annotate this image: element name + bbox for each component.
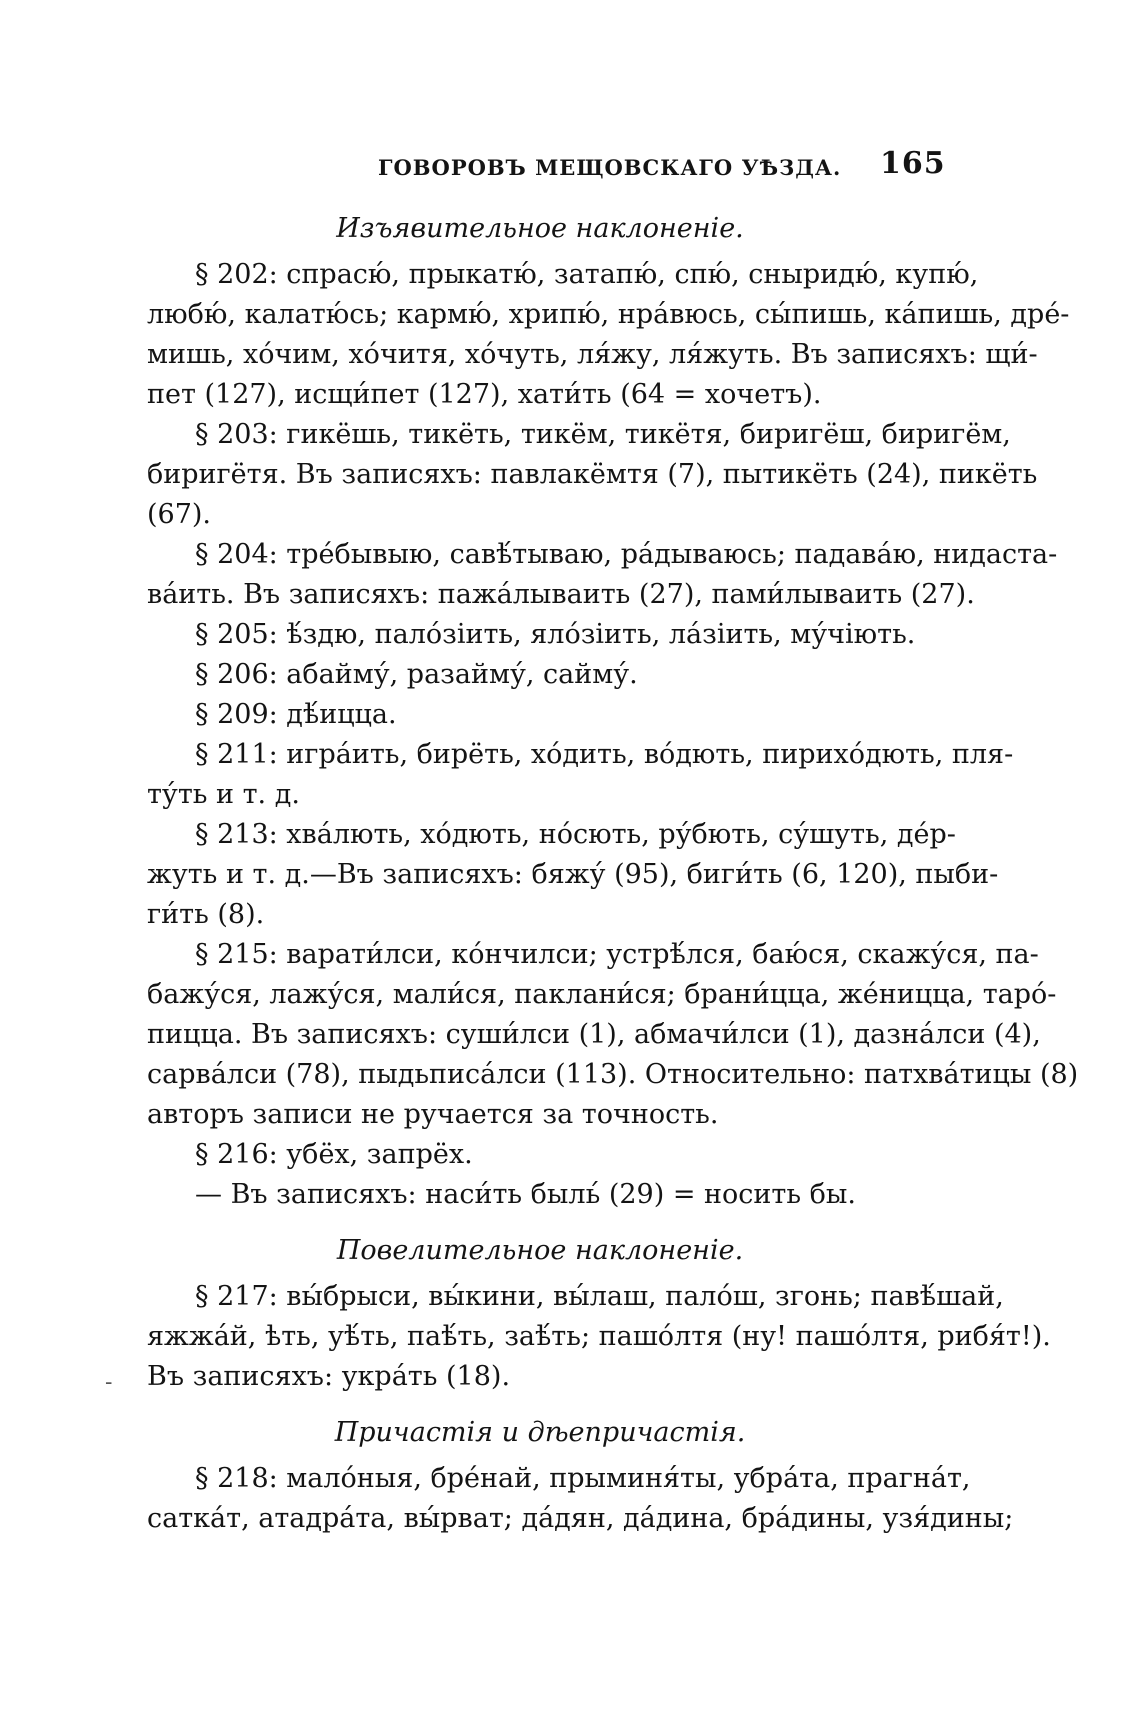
- paragraph-203-line: биригётя. Въ записяхъ: павлакёмтя (7), пытикёть (24), пикёть: [147, 459, 1038, 490]
- section-heading-participles: Причастія и дѣепричастія.: [334, 1417, 746, 1448]
- paragraph-213-line: ги́ть (8).: [147, 899, 265, 930]
- paragraph-203-line: § 203: гикёшь, тикёть, тикём, тикётя, биригёш, биригём,: [195, 419, 1011, 450]
- paragraph-215-line: бажу́ся, лажу́ся, мали́ся, паклани́ся; брани́цца, жéницца, тарó-: [147, 979, 1057, 1010]
- paragraph-216: § 216: убёх, запрёх.: [195, 1139, 473, 1170]
- paragraph-218-line: § 218: малóныя, брéнай, прыминя́ты, убра́та, прагна́т,: [195, 1463, 971, 1494]
- paragraph-205: § 205: ѣ́здю, пало́зіить, ялóзіить, ла́зіить, му́чіють.: [195, 619, 916, 650]
- running-header: ГОВОРОВЪ МЕЩОВСКАГО УѢЗДА.: [378, 155, 842, 180]
- paragraph-213-line: жуть и т. д.—Въ записяхъ: бяжу́ (95), биги́ть (6, 120), пыби-: [147, 859, 999, 890]
- paragraph-209: § 209: дѣ́ицца.: [195, 699, 397, 730]
- paragraph-203-line: (67).: [147, 499, 212, 530]
- paragraph-204-line: § 204: трéбывыю, савѣ́тываю, ра́дываюсь; падава́ю, нидаста-: [195, 539, 1058, 570]
- paragraph-202-line: мишь, хóчим, хóчитя, хóчуть, ля́жу, ля́жуть. Въ записяхъ: щи́-: [147, 339, 1038, 370]
- section-heading-indicative: Изъявительное наклоненіе.: [336, 213, 744, 244]
- paragraph-204-line: ва́ить. Въ записяхъ: пажа́лываить (27), пами́лываить (27).: [147, 579, 975, 610]
- paragraph-213-line: § 213: хва́лють, хóдють, нóсють, ру́бють, су́шуть, дéр-: [195, 819, 956, 850]
- paragraph-216-records: — Въ записяхъ: наси́ть быль́ (29) = носить бы.: [195, 1179, 856, 1210]
- paragraph-202-line: пет (127), исщи́пет (127), хати́ть (64 = хочетъ).: [147, 379, 822, 410]
- paragraph-211-line: ту́ть и т. д.: [147, 779, 300, 810]
- paragraph-217-line: § 217: вы́брыси, вы́кини, вы́лаш, палóш, згонь; павѣ́шай,: [195, 1281, 1004, 1312]
- paragraph-215-line: пицца. Въ записяхъ: суши́лси (1), абмачи́лси (1), дазна́лси (4),: [147, 1019, 1041, 1050]
- page-number: 165: [880, 146, 946, 181]
- paragraph-215-line: § 215: варати́лси, кóнчилси; устрѣ́лся, баю́ся, скажу́ся, па-: [195, 939, 1039, 970]
- paragraph-217-line: Въ записяхъ: укра́ть (18).: [147, 1361, 511, 1392]
- paragraph-206: § 206: абайму́, разайму́, сайму́.: [195, 659, 638, 690]
- margin-mark: -: [105, 1370, 113, 1395]
- paragraph-211-line: § 211: игра́ить, бирёть, хóдить, вóдють, пирихóдють, пля-: [195, 739, 1014, 770]
- paragraph-215-line: сарва́лси (78), пыдьписа́лси (113). Относительно: патхва́тицы (8): [147, 1059, 1079, 1090]
- paragraph-202-line: любю́, калатю́сь; кармю́, хрипю́, нра́вюсь, сы́пишь, ка́пишь, дрé-: [147, 299, 1070, 330]
- paragraph-202-line: § 202: спрасю́, прыкатю́, затапю́, спю́, сныридю́, купю́,: [195, 259, 979, 290]
- section-heading-imperative: Повелительное наклоненіе.: [336, 1235, 744, 1266]
- paragraph-217-line: яжжа́й, ѣть, уѣ́ть, паѣ́ть, заѣ́ть; пашóлтя (ну! пашóлтя, рибя́т!).: [147, 1321, 1051, 1352]
- paragraph-218-line: саткáт, атадра́та, вы́рват; да́дян, да́дина, бра́дины, узя́дины;: [147, 1503, 1014, 1534]
- paragraph-215-line: авторъ записи не ручается за точность.: [147, 1099, 719, 1130]
